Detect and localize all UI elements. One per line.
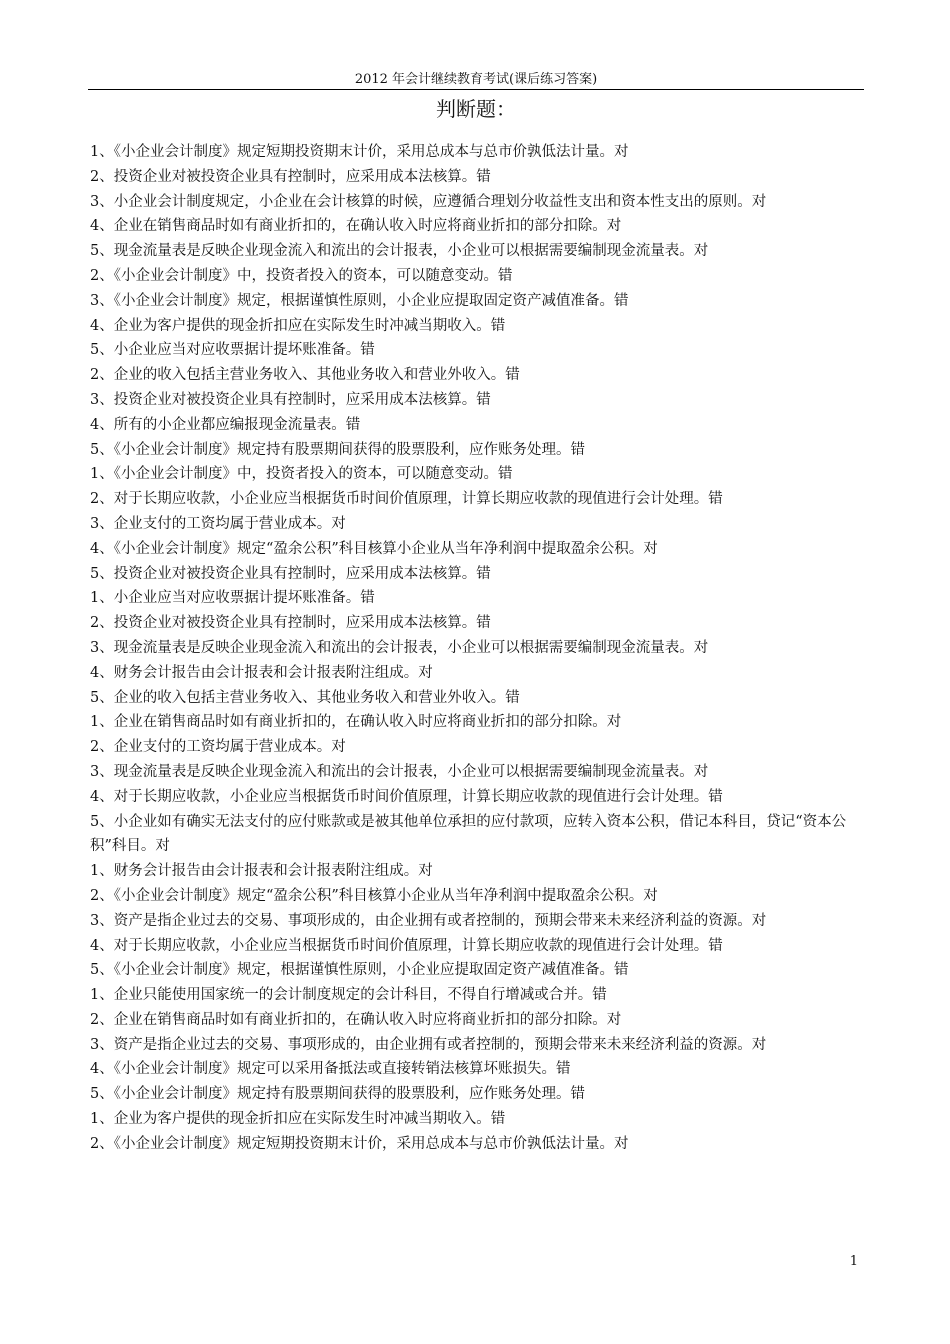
question-item: 2、《小企业会计制度》规定短期投资期末计价，采用总成本与总市价孰低法计量。对 — [90, 1135, 629, 1152]
question-item: 2、对于长期应收款，小企业应当根据货币时间价值原理，计算长期应收款的现值进行会计处理。错 — [90, 491, 723, 508]
question-item: 1、企业在销售商品时如有商业折扣的，在确认收入时应将商业折扣的部分扣除。对 — [90, 714, 622, 731]
question-item: 4、企业为客户提供的现金折扣应在实际发生时冲减当期收入。错 — [90, 317, 506, 334]
question-item: 3、资产是指企业过去的交易、事项形成的，由企业拥有或者控制的，预期会带来未来经济利益的资源。对 — [90, 1036, 767, 1053]
question-item: 3、《小企业会计制度》规定，根据谨慎性原则，小企业应提取固定资产减值准备。错 — [90, 292, 629, 309]
question-item: 1、小企业应当对应收票据计提坏账准备。错 — [90, 590, 375, 607]
question-item: 3、投资企业对被投资企业具有控制时，应采用成本法核算。错 — [90, 391, 491, 408]
question-item: 2、企业在销售商品时如有商业折扣的，在确认收入时应将商业折扣的部分扣除。对 — [90, 1011, 622, 1028]
question-list — [90, 140, 860, 1157]
question-item: 2、企业的收入包括主营业务收入、其他业务收入和营业外收入。错 — [90, 367, 520, 384]
question-item: 3、企业支付的工资均属于营业成本。对 — [90, 515, 346, 532]
question-item: 4、企业在销售商品时如有商业折扣的，在确认收入时应将商业折扣的部分扣除。对 — [90, 218, 622, 235]
question-item: 3、资产是指企业过去的交易、事项形成的，由企业拥有或者控制的，预期会带来未来经济利益的资源。对 — [90, 912, 767, 929]
question-item: 2、《小企业会计制度》中，投资者投入的资本，可以随意变动。错 — [90, 267, 513, 284]
question-item: 5、《小企业会计制度》规定持有股票期间获得的股票股利，应作账务处理。错 — [90, 441, 585, 458]
question-item: 1、企业只能使用国家统一的会计制度规定的会计科目，不得自行增减或合并。错 — [90, 987, 607, 1004]
question-item: 5、现金流量表是反映企业现金流入和流出的会计报表，小企业可以根据需要编制现金流量表。对 — [90, 243, 709, 260]
question-item: 4、《小企业会计制度》规定可以采用备抵法或直接转销法核算坏账损失。错 — [90, 1061, 571, 1078]
page-number: 1 — [849, 1254, 858, 1269]
question-item: 4、财务会计报告由会计报表和会计报表附注组成。对 — [90, 664, 433, 681]
question-item: 5、《小企业会计制度》规定，根据谨慎性原则，小企业应提取固定资产减值准备。错 — [90, 962, 629, 979]
question-item: 1、《小企业会计制度》中，投资者投入的资本，可以随意变动。错 — [90, 466, 513, 483]
question-item: 4、所有的小企业都应编报现金流量表。错 — [90, 416, 361, 433]
question-item: 1、财务会计报告由会计报表和会计报表附注组成。对 — [90, 863, 433, 880]
question-item: 3、小企业会计制度规定，小企业在会计核算的时候，应遵循合理划分收益性支出和资本性支出的原则。对 — [90, 193, 767, 210]
page-header: 2012 年会计继续教育考试(课后练习答案) — [88, 70, 864, 90]
question-item: 2、投资企业对被投资企业具有控制时，应采用成本法核算。错 — [90, 615, 491, 632]
question-item: 5、小企业如有确实无法支付的应付账款或是被其他单位承担的应付款项，应转入资本公积，借记本科目，贷记“资本公积”科目。对 — [90, 813, 847, 855]
question-item: 2、投资企业对被投资企业具有控制时，应采用成本法核算。错 — [90, 168, 491, 185]
question-item: 1、《小企业会计制度》规定短期投资期末计价，采用总成本与总市价孰低法计量。对 — [90, 144, 629, 160]
question-item: 4、对于长期应收款，小企业应当根据货币时间价值原理，计算长期应收款的现值进行会计处理。错 — [90, 788, 723, 805]
question-item: 4、对于长期应收款，小企业应当根据货币时间价值原理，计算长期应收款的现值进行会计处理。错 — [90, 937, 723, 954]
question-item: 2、企业支付的工资均属于营业成本。对 — [90, 739, 346, 756]
question-item: 1、企业为客户提供的现金折扣应在实际发生时冲减当期收入。错 — [90, 1111, 506, 1128]
question-item: 2、《小企业会计制度》规定“盈余公积”科目核算小企业从当年净利润中提取盈余公积。对 — [90, 887, 658, 904]
question-item: 5、《小企业会计制度》规定持有股票期间获得的股票股利，应作账务处理。错 — [90, 1086, 585, 1103]
question-item: 4、《小企业会计制度》规定“盈余公积”科目核算小企业从当年净利润中提取盈余公积。对 — [90, 540, 658, 557]
page-title: 判断题： — [436, 97, 516, 121]
question-item: 5、投资企业对被投资企业具有控制时，应采用成本法核算。错 — [90, 565, 491, 582]
question-item: 5、小企业应当对应收票据计提坏账准备。错 — [90, 342, 375, 359]
question-item: 5、企业的收入包括主营业务收入、其他业务收入和营业外收入。错 — [90, 689, 520, 706]
question-item: 3、现金流量表是反映企业现金流入和流出的会计报表，小企业可以根据需要编制现金流量表。对 — [90, 763, 709, 780]
question-item: 3、现金流量表是反映企业现金流入和流出的会计报表，小企业可以根据需要编制现金流量表。对 — [90, 639, 709, 656]
